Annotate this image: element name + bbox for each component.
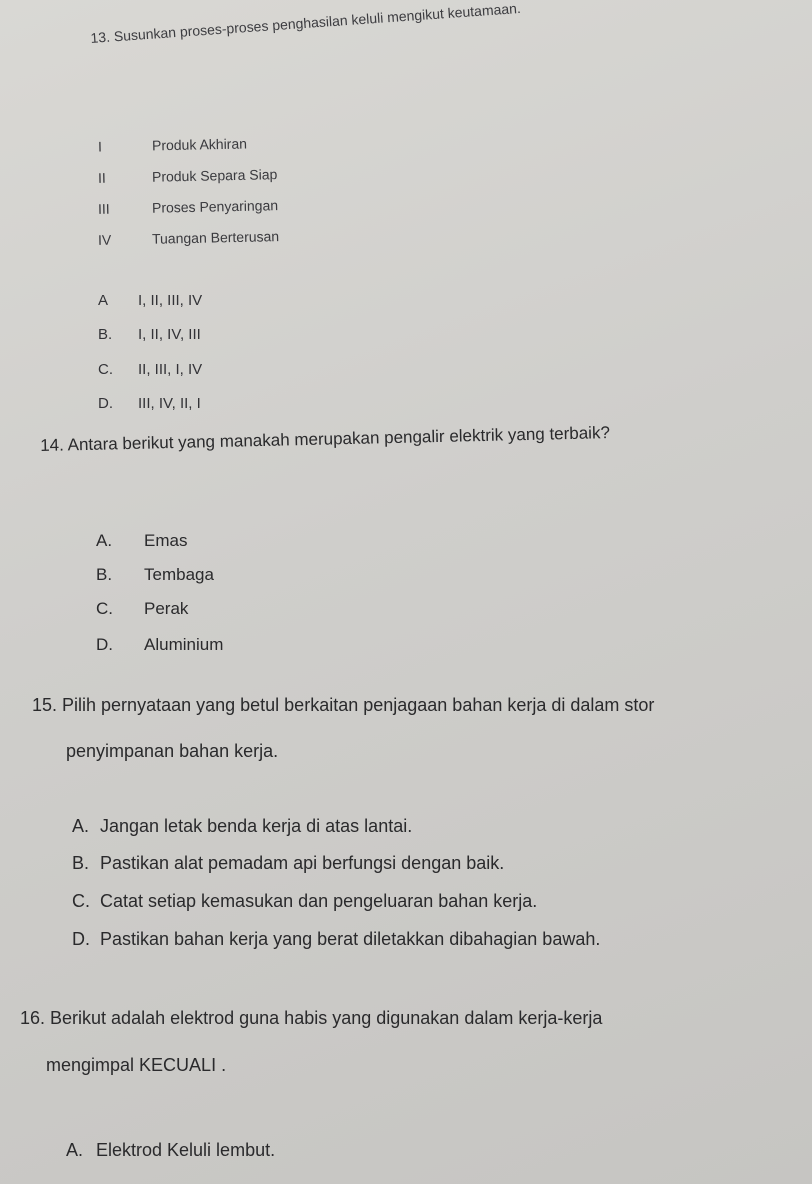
option-text: Elektrod Keluli lembut. bbox=[96, 1140, 276, 1160]
question-14-text: 14. Antara berikut yang manakah merupakan pengalir elektrik yang terbaik? bbox=[40, 423, 611, 455]
q15-option-a[interactable] bbox=[72, 816, 412, 837]
q15-option-c[interactable] bbox=[72, 891, 537, 912]
option-letter: D. bbox=[98, 395, 113, 412]
q14-option-a[interactable] bbox=[96, 531, 187, 551]
option-text: Pastikan bahan kerja yang berat diletakkan dibahagian bawah. bbox=[100, 929, 601, 949]
question-15-text: 15. Pilih pernyataan yang betul berkaitan penjagaan bahan kerja di dalam stor bbox=[32, 695, 655, 715]
option-letter: D. bbox=[96, 635, 113, 654]
q13-option-d[interactable] bbox=[98, 395, 201, 412]
q14-option-d[interactable] bbox=[96, 635, 223, 655]
option-text: III, IV, II, I bbox=[138, 395, 201, 412]
option-letter: A. bbox=[66, 1140, 84, 1160]
option-text: Emas bbox=[144, 531, 188, 550]
q13-item-mark: II bbox=[97, 169, 106, 186]
q13-item-1 bbox=[98, 135, 247, 154]
q14-option-c[interactable] bbox=[96, 599, 188, 619]
q15-option-b[interactable] bbox=[72, 853, 504, 874]
option-text: II, III, I, IV bbox=[138, 361, 203, 378]
q15-option-d[interactable] bbox=[72, 929, 600, 950]
option-letter: D. bbox=[72, 929, 90, 949]
q13-option-b[interactable] bbox=[98, 326, 201, 343]
question-16-text-continued: mengimpal KECUALI . bbox=[46, 1055, 227, 1075]
option-letter: A. bbox=[72, 816, 90, 836]
q13-item-text: Proses Penyaringan bbox=[151, 197, 279, 216]
option-text: Perak bbox=[144, 599, 189, 618]
option-letter: C. bbox=[98, 361, 113, 378]
q13-item-text: Produk Akhiran bbox=[151, 135, 248, 154]
option-letter: A. bbox=[96, 531, 113, 550]
option-letter: A bbox=[98, 292, 109, 309]
q13-item-text: Produk Separa Siap bbox=[151, 166, 278, 185]
option-letter: C. bbox=[96, 599, 113, 618]
q13-item-3 bbox=[98, 197, 278, 217]
option-text: Jangan letak benda kerja di atas lantai. bbox=[100, 816, 413, 836]
option-text: Pastikan alat pemadam api berfungsi dengan baik. bbox=[100, 853, 505, 873]
question-15-text-continued: penyimpanan bahan kerja. bbox=[66, 741, 279, 761]
q13-option-a[interactable] bbox=[98, 292, 202, 309]
option-text: Aluminium bbox=[144, 635, 224, 654]
q16-option-a[interactable] bbox=[66, 1140, 275, 1161]
q14-option-b[interactable] bbox=[96, 565, 214, 585]
option-letter: B. bbox=[72, 853, 90, 873]
option-text: I, II, IV, III bbox=[138, 326, 201, 343]
q13-item-text: Tuangan Berterusan bbox=[151, 228, 280, 247]
q13-item-mark: III bbox=[97, 200, 110, 217]
q13-option-c[interactable] bbox=[98, 361, 202, 378]
q13-item-4 bbox=[98, 228, 279, 248]
q13-item-mark: I bbox=[97, 138, 103, 155]
option-text: Catat setiap kemasukan dan pengeluaran bahan kerja. bbox=[100, 891, 538, 911]
q13-item-mark: IV bbox=[97, 231, 112, 248]
option-letter: B. bbox=[98, 326, 113, 343]
option-text: Tembaga bbox=[144, 565, 214, 584]
option-text: I, II, III, IV bbox=[138, 292, 203, 309]
q13-item-2 bbox=[98, 166, 278, 186]
option-letter: C. bbox=[72, 891, 90, 911]
question-16-text: 16. Berikut adalah elektrod guna habis yang digunakan dalam kerja-kerja bbox=[20, 1008, 603, 1028]
option-letter: B. bbox=[96, 565, 113, 584]
question-13-text: 13. Susunkan proses-proses penghasilan keluli mengikut keutamaan. bbox=[90, 0, 522, 46]
